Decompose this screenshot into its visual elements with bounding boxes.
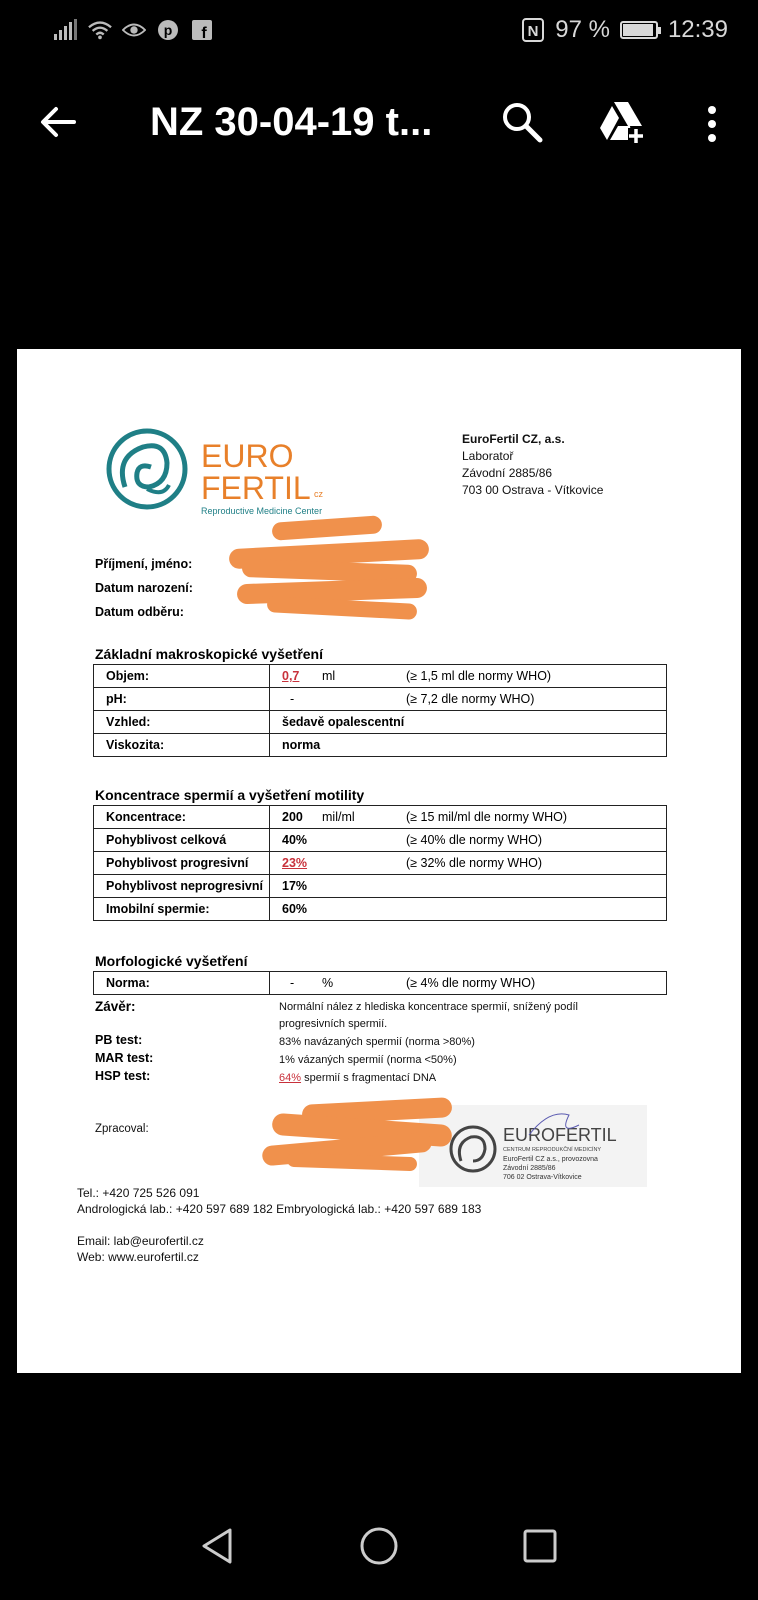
pinterest-icon <box>156 18 180 42</box>
volume-unit: ml <box>322 669 336 683</box>
logo-suffix: cz <box>314 489 323 499</box>
app-toolbar <box>0 80 758 164</box>
viscosity-value: norma <box>270 734 667 757</box>
row-value-cell <box>270 852 667 875</box>
mar-test-value: 1% vázaných spermií (norma <50%) <box>279 1054 457 1066</box>
pb-test-label: PB test: <box>95 1033 143 1047</box>
svg-text:p: p <box>163 22 173 38</box>
mar-test-label: MAR test: <box>95 1051 154 1065</box>
row-value-cell <box>270 829 667 852</box>
row-value-cell <box>270 972 667 995</box>
row-label: Koncentrace: <box>94 806 270 829</box>
row-value-cell <box>270 665 667 688</box>
row-label: Imobilní spermie: <box>94 898 270 921</box>
signal-icon <box>54 18 78 42</box>
immotile-value: 60% <box>270 898 667 921</box>
birth-date-label: Datum narození: <box>95 581 193 595</box>
table-row <box>94 875 667 898</box>
conclusion-label: Závěr: <box>95 999 136 1014</box>
collection-date-label: Datum odběru: <box>95 605 184 619</box>
total-motility-value: 40% <box>282 833 308 847</box>
macroscopic-table <box>93 664 667 757</box>
pb-test-value: 83% navázaných spermií (norma >80%) <box>279 1036 475 1048</box>
back-arrow-icon <box>36 100 80 144</box>
facebook-icon <box>190 18 214 42</box>
table-row <box>94 688 667 711</box>
hsp-percent: 64% <box>279 1072 302 1084</box>
row-label: Pohyblivost progresivní <box>94 852 270 875</box>
concentration-norm: (≥ 15 mil/ml dle normy WHO) <box>406 810 568 824</box>
add-to-drive-button[interactable] <box>598 98 646 146</box>
table-row <box>94 665 667 688</box>
company-name: EuroFertil CZ, a.s. <box>462 432 565 446</box>
morphology-value: - <box>290 976 295 990</box>
wifi-icon <box>88 18 112 42</box>
row-label: Objem: <box>94 665 270 688</box>
row-label: Viskozita: <box>94 734 270 757</box>
clock: 12:39 <box>667 16 728 43</box>
status-left-icons <box>54 18 214 42</box>
nav-recents-button[interactable] <box>518 1524 562 1568</box>
battery-icon <box>620 21 658 39</box>
nfc-icon <box>521 18 545 42</box>
lab-stamp <box>419 1105 647 1187</box>
stamp-sub: CENTRUM REPRODUKČNÍ MEDICÍNY <box>503 1147 602 1153</box>
search-button[interactable] <box>500 100 544 144</box>
morphology-table <box>93 971 667 995</box>
company-address <box>462 431 603 499</box>
table-row <box>94 898 667 921</box>
document-page[interactable] <box>17 349 741 1373</box>
nav-back-icon <box>196 1524 240 1568</box>
eye-icon <box>122 18 146 42</box>
row-label: Norma: <box>94 972 270 995</box>
patient-info <box>95 552 193 624</box>
status-right <box>521 16 728 44</box>
stamp-line: 706 02 Ostrava-Vítkovice <box>503 1174 582 1181</box>
row-value-cell <box>270 806 667 829</box>
stamp-line: EuroFertil CZ a.s., provozovna <box>503 1156 598 1163</box>
conclusion-line: Normální nález z hlediska koncentrace spermií, snížený podíl <box>279 1001 578 1013</box>
logo-text-euro: EURO <box>201 438 294 474</box>
contact-block <box>77 1185 481 1217</box>
concentration-unit: mil/ml <box>322 810 355 824</box>
table-row <box>94 829 667 852</box>
nav-recents-icon <box>518 1524 562 1568</box>
ph-norm: (≥ 7,2 dle normy WHO) <box>406 692 535 706</box>
system-nav-bar <box>0 1490 758 1600</box>
stamp-line: Závodní 2885/86 <box>503 1165 556 1172</box>
section-title-motility: Koncentrace spermií a vyšetření motility <box>95 787 365 803</box>
section-title-morphology: Morfologické vyšetření <box>95 953 248 969</box>
hsp-text: spermií s fragmentací DNA <box>304 1072 437 1084</box>
redaction-mark <box>272 515 383 541</box>
motility-table <box>93 805 667 921</box>
svg-text:f: f <box>201 25 207 40</box>
hsp-test-label: HSP test: <box>95 1069 151 1083</box>
status-bar <box>0 0 758 64</box>
table-row <box>94 711 667 734</box>
back-button[interactable] <box>36 100 80 144</box>
progressive-motility-norm: (≥ 32% dle normy WHO) <box>406 856 543 870</box>
company-city: 703 00 Ostrava - Vítkovice <box>462 483 604 497</box>
table-row <box>94 734 667 757</box>
nav-home-button[interactable] <box>357 1524 401 1568</box>
nav-home-icon <box>357 1524 401 1568</box>
section-title-macroscopic: Základní makroskopické vyšetření <box>95 646 323 662</box>
stamp-brand: EUROFERTIL <box>503 1125 617 1145</box>
row-value-cell <box>270 688 667 711</box>
table-row <box>94 972 667 995</box>
table-row <box>94 852 667 875</box>
conclusion-text <box>279 999 578 1033</box>
morphology-unit: % <box>322 976 334 990</box>
contact-labs: Andrologická lab.: +420 597 689 182 Embryologická lab.: +420 597 689 183 <box>77 1202 482 1216</box>
contact-block-web <box>77 1233 204 1265</box>
row-label: Pohyblivost celková <box>94 829 270 852</box>
contact-email: Email: lab@eurofertil.cz <box>77 1234 204 1248</box>
nav-back-button[interactable] <box>196 1524 240 1568</box>
logo-text-fertil: FERTIL <box>201 470 311 506</box>
conclusion-line: progresivních spermií. <box>279 1018 388 1030</box>
add-to-drive-icon <box>598 98 646 146</box>
table-row <box>94 806 667 829</box>
company-dept: Laboratoř <box>462 449 514 463</box>
search-icon <box>500 100 544 144</box>
battery-fill <box>623 24 653 36</box>
more-vert-icon <box>700 102 724 146</box>
morphology-norm: (≥ 4% dle normy WHO) <box>406 976 536 990</box>
progressive-motility-value: 23% <box>282 856 308 870</box>
total-motility-norm: (≥ 40% dle normy WHO) <box>406 833 543 847</box>
row-label: Pohyblivost neprogresivní <box>94 875 270 898</box>
ph-value: - <box>290 692 295 706</box>
nfc-label: N <box>527 23 539 40</box>
row-label: pH: <box>94 688 270 711</box>
company-street: Závodní 2885/86 <box>462 466 553 480</box>
processed-by-label: Zpracoval: <box>95 1123 149 1135</box>
document-title: NZ 30-04-19 t... <box>150 100 433 144</box>
volume-norm: (≥ 1,5 ml dle normy WHO) <box>406 669 552 683</box>
contact-phone: Tel.: +420 725 526 091 <box>77 1186 200 1200</box>
battery-percent: 97 % <box>555 16 610 43</box>
surname-label: Příjmení, jméno: <box>95 557 193 571</box>
row-label: Vzhled: <box>94 711 270 734</box>
hsp-test-value <box>279 1070 436 1087</box>
contact-web: Web: www.eurofertil.cz <box>77 1250 199 1264</box>
appearance-value: šedavě opalescentní <box>270 711 667 734</box>
more-options-button[interactable] <box>700 102 724 146</box>
redaction-mark <box>267 596 418 620</box>
logo-tagline: Reproductive Medicine Center <box>201 506 323 516</box>
redaction-mark <box>287 1153 417 1172</box>
concentration-value: 200 <box>282 810 303 824</box>
nonprogressive-motility-value: 17% <box>270 875 667 898</box>
volume-value: 0,7 <box>282 669 300 683</box>
eurofertil-logo <box>105 427 345 517</box>
